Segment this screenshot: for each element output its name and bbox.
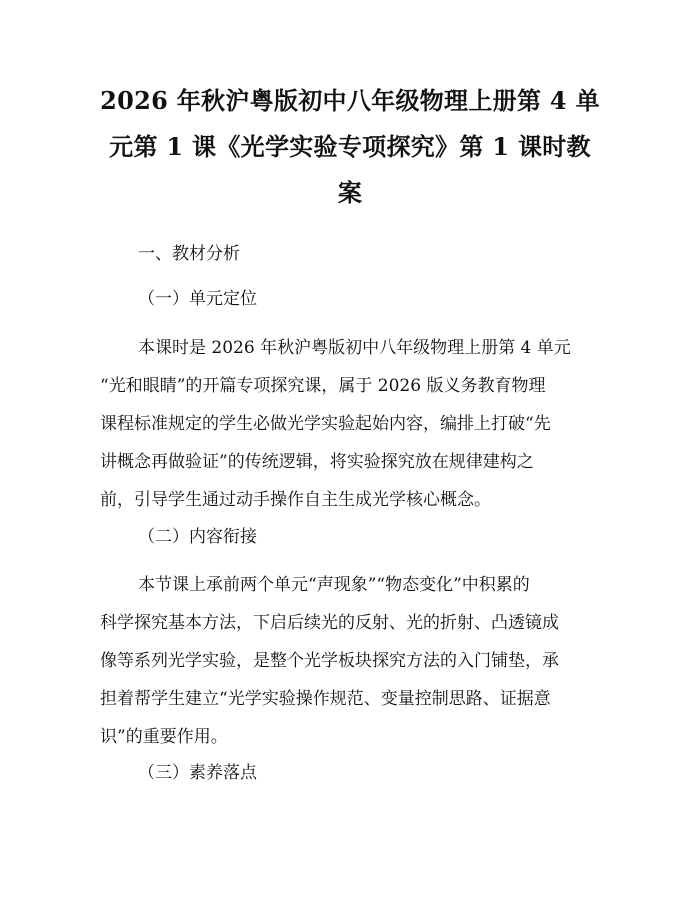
paragraph-line: 讲概念再做验证”的传统逻辑，将实验探究放在规律建构之 (100, 452, 534, 472)
paragraph-content-connection (100, 566, 600, 756)
document-title (100, 78, 600, 216)
paragraph-line: 本课时是 2026 年秋沪粤版初中八年级物理上册第 4 单元 (138, 338, 571, 358)
title-line-3: 案 (337, 178, 363, 207)
paragraph-line: 担着帮学生建立“光学实验操作规范、变量控制思路、证据意 (100, 689, 551, 709)
title-line-2: 元第 1 课《光学实验专项探究》第 1 课时教 (109, 132, 591, 161)
paragraph-line: 科学探究基本方法，下启后续光的反射、光的折射、凸透镜成 (100, 613, 559, 633)
paragraph-unit-positioning (100, 329, 600, 519)
title-line-1: 2026 年秋沪粤版初中八年级物理上册第 4 单 (100, 86, 600, 115)
subsection-heading-literacy-focus: （三）素养落点 (138, 763, 257, 783)
paragraph-line: 识”的重要作用。 (100, 727, 228, 747)
paragraph-line: 本节课上承前两个单元“声现象”“物态变化”中积累的 (138, 575, 530, 595)
paragraph-line: 前，引导学生通过动手操作自主生成光学核心概念。 (100, 490, 491, 510)
paragraph-line: 像等系列光学实验，是整个光学板块探究方法的入门铺垫，承 (100, 651, 559, 671)
paragraph-line: 课程标准规定的学生必做光学实验起始内容，编排上打破“先 (100, 414, 551, 434)
section-heading-textbook-analysis: 一、教材分析 (138, 244, 240, 264)
paragraph-line: “光和眼睛”的开篇专项探究课，属于 2026 版义务教育物理 (100, 376, 546, 396)
subsection-heading-content-connection: （二）内容衔接 (138, 527, 257, 547)
subsection-heading-unit-positioning: （一）单元定位 (138, 289, 257, 309)
